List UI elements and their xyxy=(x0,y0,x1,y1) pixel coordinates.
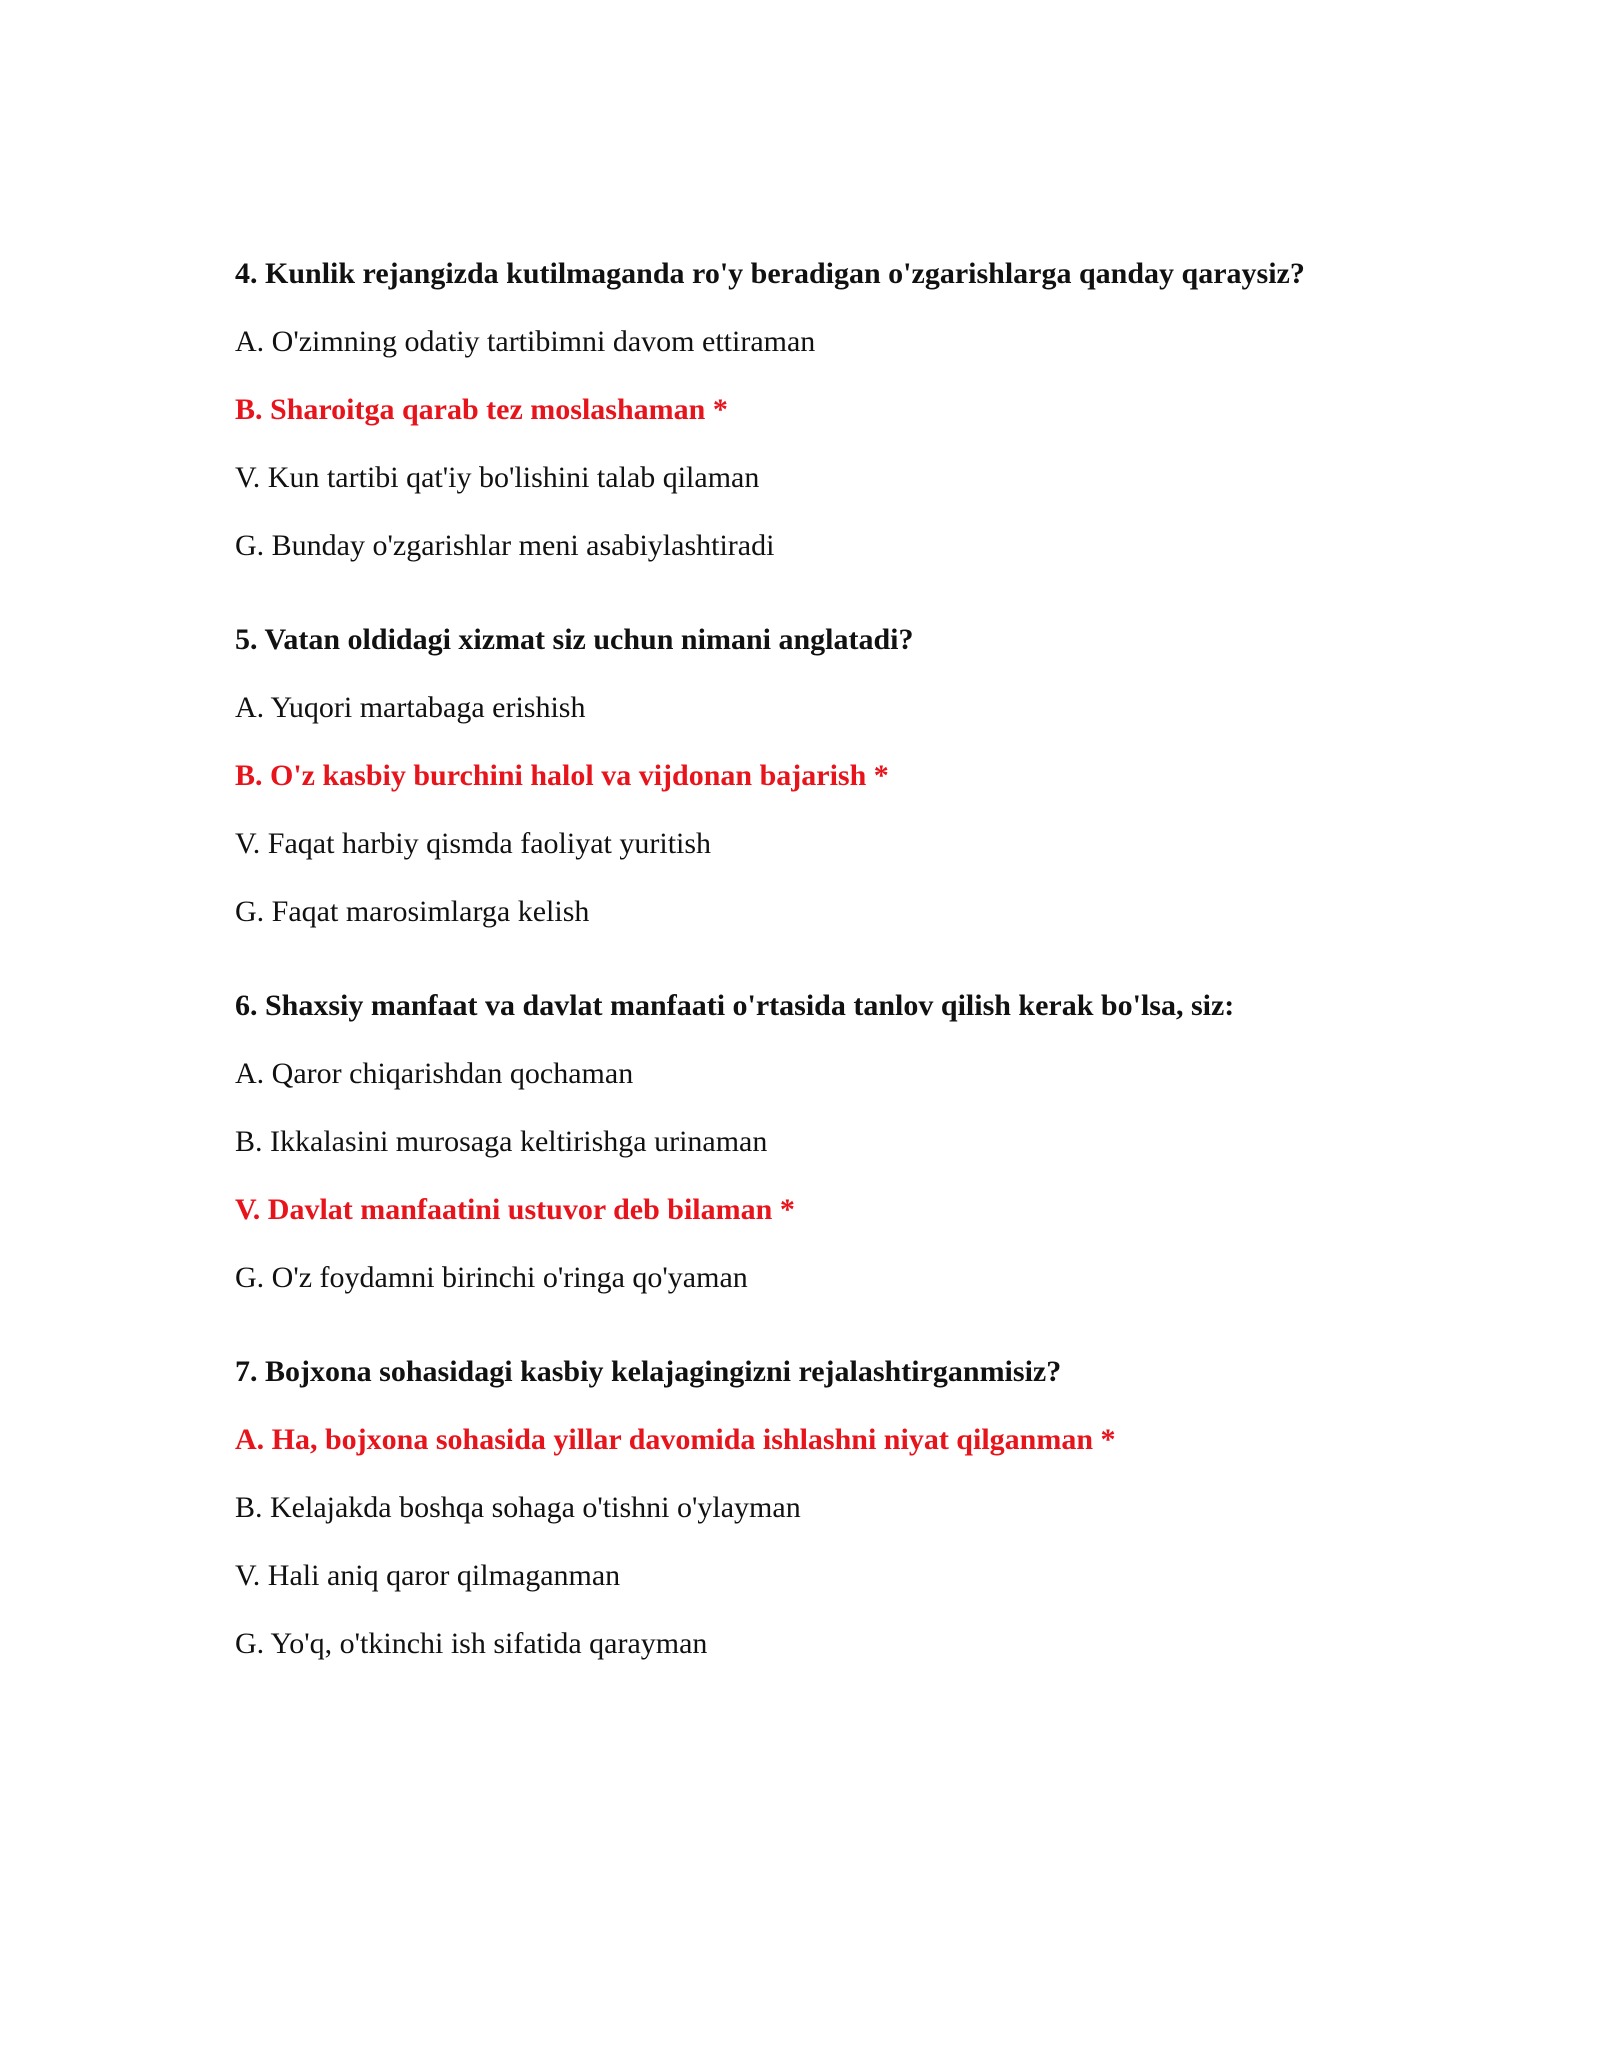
option-b: B. Kelajakda boshqa sohaga o'tishni o'ylayman xyxy=(235,1491,801,1524)
option-v: V. Faqat harbiy qismda faoliyat yuritish xyxy=(235,827,712,860)
question-7 xyxy=(235,1350,1485,1666)
option-b-correct: B. Sharoitga qarab tez moslashaman * xyxy=(235,393,728,426)
question-6 xyxy=(235,984,1485,1300)
question-text: 7. Bojxona sohasidagi kasbiy kelajagingizni rejalashtirganmisiz? xyxy=(235,1355,1062,1388)
question-text: 6. Shaxsiy manfaat va davlat manfaati o'rtasida tanlov qilish kerak bo'lsa, siz: xyxy=(235,989,1235,1022)
question-4 xyxy=(235,252,1485,568)
option-a-correct: A. Ha, bojxona sohasida yillar davomida ishlashni niyat qilganman * xyxy=(235,1423,1116,1456)
option-g: G. O'z foydamni birinchi o'ringa qo'yaman xyxy=(235,1261,748,1294)
option-v-correct: V. Davlat manfaatini ustuvor deb bilaman * xyxy=(235,1193,795,1226)
option-v: V. Kun tartibi qat'iy bo'lishini talab qilaman xyxy=(235,461,760,494)
option-g: G. Yo'q, o'tkinchi ish sifatida qarayman xyxy=(235,1627,708,1660)
option-a: A. Qaror chiqarishdan qochaman xyxy=(235,1057,634,1090)
option-b-correct: B. O'z kasbiy burchini halol va vijdonan bajarish * xyxy=(235,759,889,792)
question-text: 5. Vatan oldidagi xizmat siz uchun nimani anglatadi? xyxy=(235,623,914,656)
option-v: V. Hali aniq qaror qilmaganman xyxy=(235,1559,621,1592)
question-5 xyxy=(235,618,1485,934)
option-b: B. Ikkalasini murosaga keltirishga urinaman xyxy=(235,1125,768,1158)
option-g: G. Faqat marosimlarga kelish xyxy=(235,895,590,928)
question-list xyxy=(235,252,1485,1666)
option-a: A. O'zimning odatiy tartibimni davom ettiraman xyxy=(235,325,816,358)
question-text: 4. Kunlik rejangizda kutilmaganda ro'y beradigan o'zgarishlarga qanday qaraysiz? xyxy=(235,257,1305,290)
option-a: A. Yuqori martabaga erishish xyxy=(235,691,586,724)
option-g: G. Bunday o'zgarishlar meni asabiylashtiradi xyxy=(235,529,775,562)
